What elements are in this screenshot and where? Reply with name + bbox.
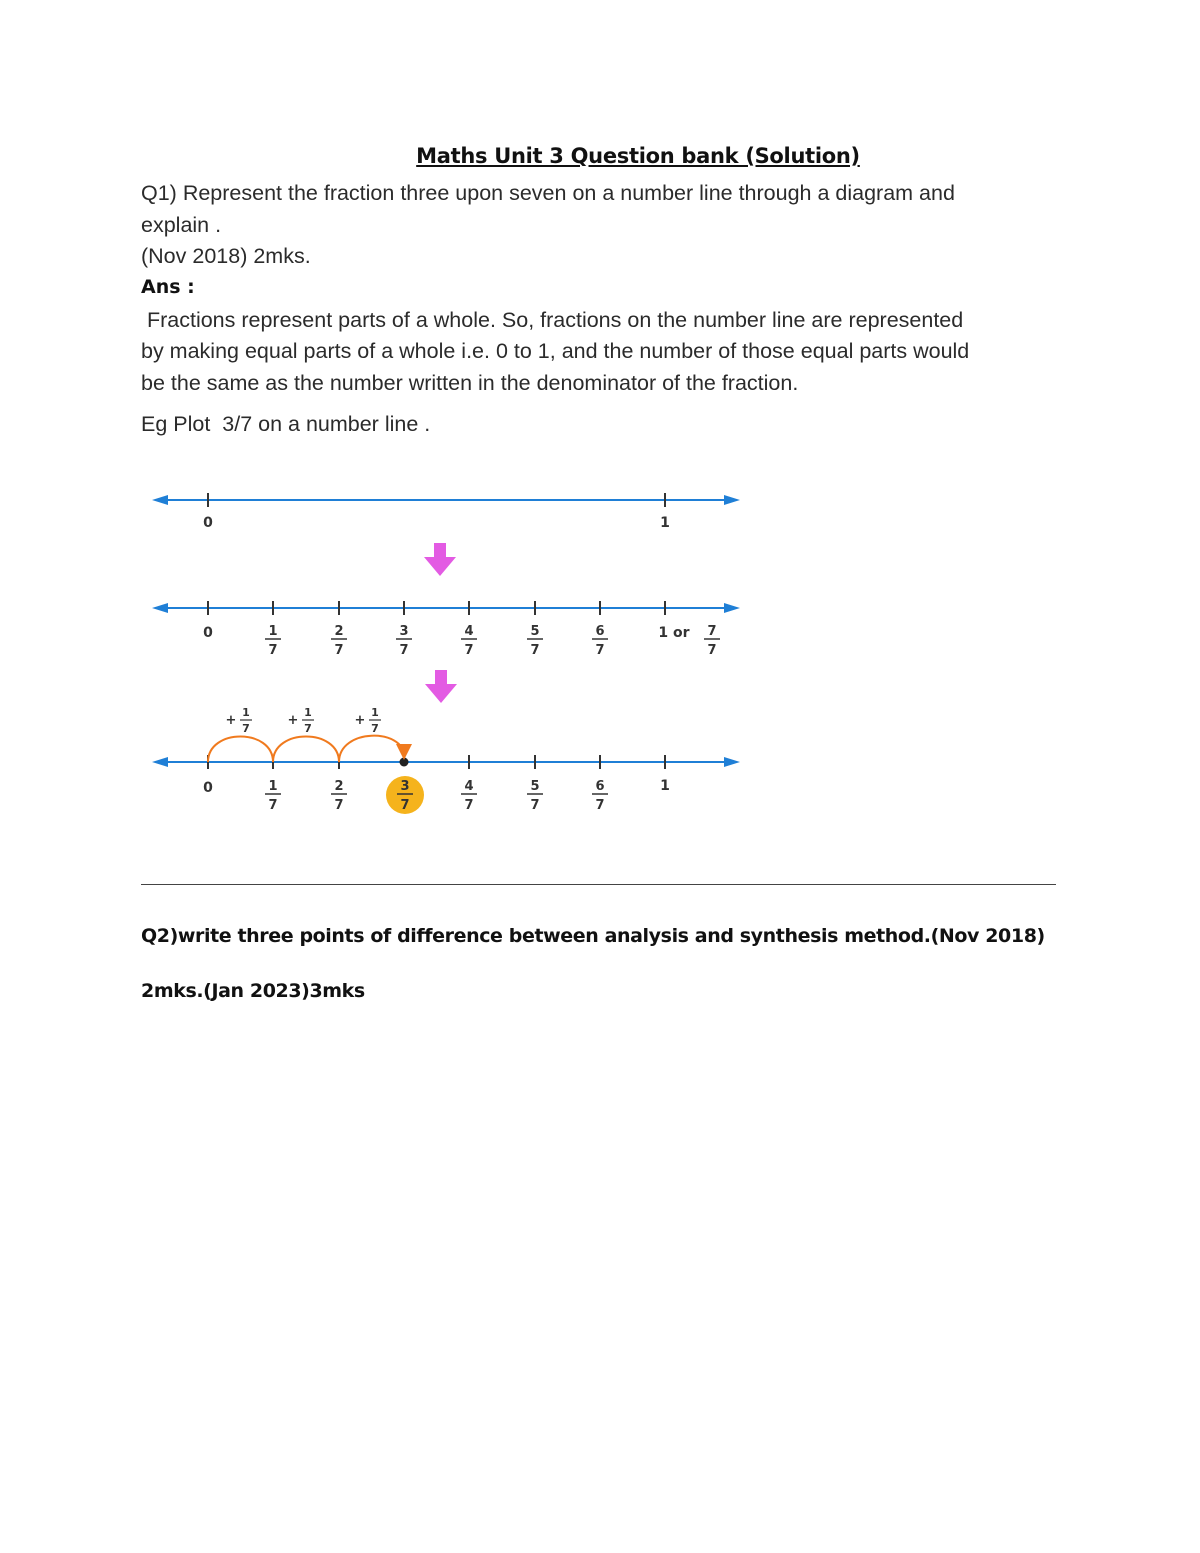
right-arrowhead <box>724 495 740 505</box>
numerator-5-7: 5 <box>530 779 540 794</box>
denominator-3-7: 7 <box>400 798 410 813</box>
left-arrowhead <box>152 757 168 767</box>
jump-arc-1 <box>208 737 273 763</box>
numerator-6-7: 6 <box>595 779 605 794</box>
jump-2-denominator: 7 <box>304 722 312 735</box>
jump-2-numerator: 1 <box>304 706 312 719</box>
jump-3-denominator: 7 <box>371 722 379 735</box>
label-0: 0 <box>203 625 213 641</box>
denominator-1-7: 7 <box>268 643 278 658</box>
denominator-6-7: 7 <box>595 798 605 813</box>
numerator-2-7: 2 <box>334 624 344 639</box>
right-arrowhead <box>724 757 740 767</box>
numerator-3-7: 3 <box>400 779 410 794</box>
jump-arc-3 <box>339 736 404 762</box>
example-text: Eg Plot 3/7 on a number line . <box>141 412 431 436</box>
page-title: Maths Unit 3 Question bank (Solution) <box>416 144 860 168</box>
denominator-3-7: 7 <box>399 643 409 658</box>
numerator-1-7: 1 <box>268 624 278 639</box>
explanation-line-3: be the same as the number written in the denominator of the fraction. <box>141 371 799 395</box>
q1-question-line-2: explain . <box>141 213 222 237</box>
denominator-5-7: 7 <box>530 643 540 658</box>
numerator-4-7: 4 <box>464 624 474 639</box>
denominator-7-7: 7 <box>707 643 717 658</box>
section-separator <box>141 884 1056 885</box>
down-arrow-1 <box>424 543 456 576</box>
right-arrowhead <box>724 603 740 613</box>
label-0: 0 <box>203 780 213 796</box>
denominator-1-7: 7 <box>268 798 278 813</box>
answer-label: Ans : <box>141 276 195 298</box>
number-line-2 <box>152 601 740 658</box>
jump-2-sign: + <box>287 713 299 728</box>
q2-question-line-2: 2mks.(Jan 2023)3mks <box>141 980 365 1002</box>
numerator-4-7: 4 <box>464 779 474 794</box>
denominator-4-7: 7 <box>464 643 474 658</box>
numerator-1-7: 1 <box>268 779 278 794</box>
left-arrowhead <box>152 495 168 505</box>
jump-3-sign: + <box>354 713 366 728</box>
number-line-1 <box>152 493 740 531</box>
jump-1-sign: + <box>225 713 237 728</box>
jump-arc-2 <box>273 737 339 763</box>
numerator-6-7: 6 <box>595 624 605 639</box>
denominator-4-7: 7 <box>464 798 474 813</box>
jump-1-denominator: 7 <box>242 722 250 735</box>
q2-question-line-1: Q2)write three points of difference between analysis and synthesis method.(Nov 2018) <box>141 925 1045 947</box>
explanation-line-2: by making equal parts of a whole i.e. 0 to 1, and the number of those equal parts would <box>141 339 970 363</box>
numerator-5-7: 5 <box>530 624 540 639</box>
numerator-3-7: 3 <box>399 624 409 639</box>
numerator-7-7: 7 <box>707 624 717 639</box>
numerator-2-7: 2 <box>334 779 344 794</box>
left-arrowhead <box>152 603 168 613</box>
label-1: 1 <box>660 515 670 531</box>
denominator-5-7: 7 <box>530 798 540 813</box>
point-3-7 <box>400 758 409 767</box>
denominator-2-7: 7 <box>334 643 344 658</box>
denominator-2-7: 7 <box>334 798 344 813</box>
denominator-6-7: 7 <box>595 643 605 658</box>
explanation-line-1: Fractions represent parts of a whole. So, fractions on the number line are represented <box>141 308 964 332</box>
label-1-or: 1 or <box>658 625 690 641</box>
jump-3-numerator: 1 <box>371 706 379 719</box>
jump-1-numerator: 1 <box>242 706 250 719</box>
label-1: 1 <box>660 778 670 794</box>
q1-question-line-1: Q1) Represent the fraction three upon seven on a number line through a diagram and <box>141 181 955 205</box>
number-line-3 <box>152 706 740 814</box>
q1-marks: (Nov 2018) 2mks. <box>141 244 311 268</box>
down-arrow-2 <box>425 670 457 703</box>
label-0: 0 <box>203 515 213 531</box>
number-line-diagram <box>0 480 800 820</box>
